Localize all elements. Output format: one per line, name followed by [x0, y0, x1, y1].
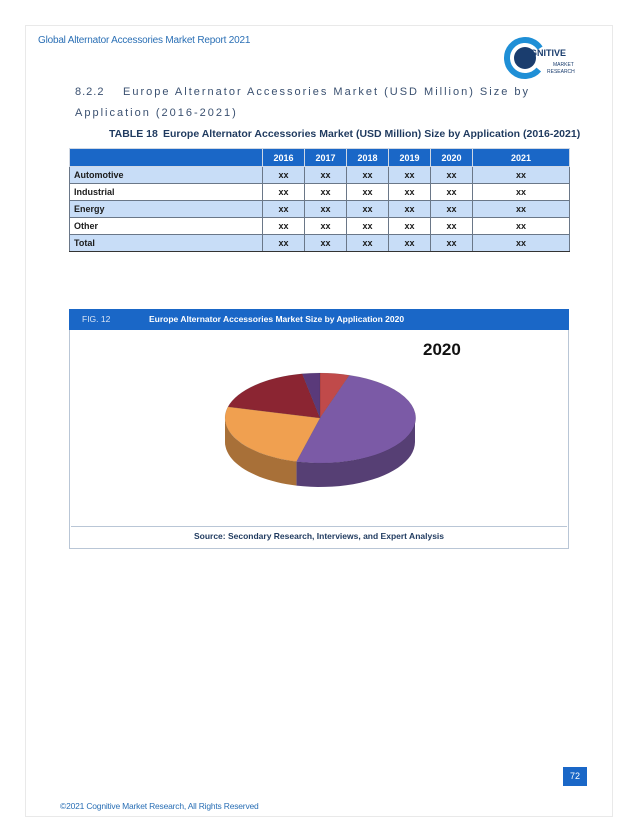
table-caption: [109, 128, 580, 140]
section-title: Europe Alternator Accessories Market (USD Million) Size by Application (2016-2021): [75, 86, 530, 119]
table-cell: xx: [263, 167, 305, 184]
section-number: 8.2.2: [75, 86, 105, 98]
table-cell: xx: [347, 218, 389, 235]
svg-text:MARKET: MARKET: [553, 62, 574, 68]
table-cell: xx: [305, 235, 347, 252]
row-label: Other: [70, 218, 263, 235]
row-label: Industrial: [70, 184, 263, 201]
report-title: Global Alternator Accessories Market Report 2021: [38, 35, 251, 46]
table-header-cell: [70, 149, 263, 167]
table-header-cell: 2016: [263, 149, 305, 167]
table-cell: xx: [347, 167, 389, 184]
table-row: [70, 218, 570, 235]
table-row: [70, 184, 570, 201]
table-cell: xx: [473, 184, 570, 201]
table-cell: xx: [431, 201, 473, 218]
cognitive-logo: [503, 36, 595, 80]
copyright-footer: ©2021 Cognitive Market Research, All Rights Reserved: [60, 801, 259, 811]
table-cell: xx: [389, 201, 431, 218]
page-number: 72: [563, 767, 587, 786]
table-cell: xx: [389, 218, 431, 235]
table-header-cell: 2020: [431, 149, 473, 167]
table-label: TABLE 18: [109, 128, 158, 140]
table-cell: xx: [389, 167, 431, 184]
row-label: Energy: [70, 201, 263, 218]
svg-text:GNITIVE: GNITIVE: [530, 48, 567, 58]
table-header-cell: 2019: [389, 149, 431, 167]
table-cell: xx: [305, 167, 347, 184]
table-cell: xx: [263, 201, 305, 218]
table-cell: xx: [389, 184, 431, 201]
table-cell: xx: [263, 184, 305, 201]
pie-chart: [215, 368, 425, 493]
section-heading: [75, 82, 575, 124]
figure-label: FIG. 12: [82, 314, 111, 324]
table-cell: xx: [473, 167, 570, 184]
table-cell: xx: [305, 184, 347, 201]
table-header-cell: 2018: [347, 149, 389, 167]
row-label: Total: [70, 235, 263, 252]
table-cell: xx: [431, 184, 473, 201]
table-row: [70, 201, 570, 218]
table-cell: xx: [263, 235, 305, 252]
table-cell: xx: [347, 201, 389, 218]
market-size-table: [69, 148, 570, 252]
table-row: [70, 235, 570, 252]
row-label: Automotive: [70, 167, 263, 184]
table-caption-text: Europe Alternator Accessories Market (USD Million) Size by Application (2016-2021): [163, 128, 581, 140]
table-cell: xx: [305, 201, 347, 218]
table-cell: xx: [473, 201, 570, 218]
table-cell: xx: [431, 235, 473, 252]
figure-source: Source: Secondary Research, Interviews, and Expert Analysis: [193, 531, 445, 541]
table-cell: xx: [347, 184, 389, 201]
table-row: [70, 167, 570, 184]
table-cell: xx: [263, 218, 305, 235]
chart-title: 2020: [423, 340, 461, 359]
figure-header: [69, 309, 569, 330]
table-header-cell: 2017: [305, 149, 347, 167]
table-header-row: [70, 149, 570, 167]
table-cell: xx: [347, 235, 389, 252]
table-header-cell: 2021: [473, 149, 570, 167]
table-cell: xx: [431, 167, 473, 184]
table-cell: xx: [389, 235, 431, 252]
table-cell: xx: [431, 218, 473, 235]
table-cell: xx: [473, 218, 570, 235]
table-cell: xx: [473, 235, 570, 252]
table-cell: xx: [305, 218, 347, 235]
svg-text:RESEARCH: RESEARCH: [547, 69, 575, 75]
figure-title: Europe Alternator Accessories Market Size by Application 2020: [149, 314, 405, 324]
